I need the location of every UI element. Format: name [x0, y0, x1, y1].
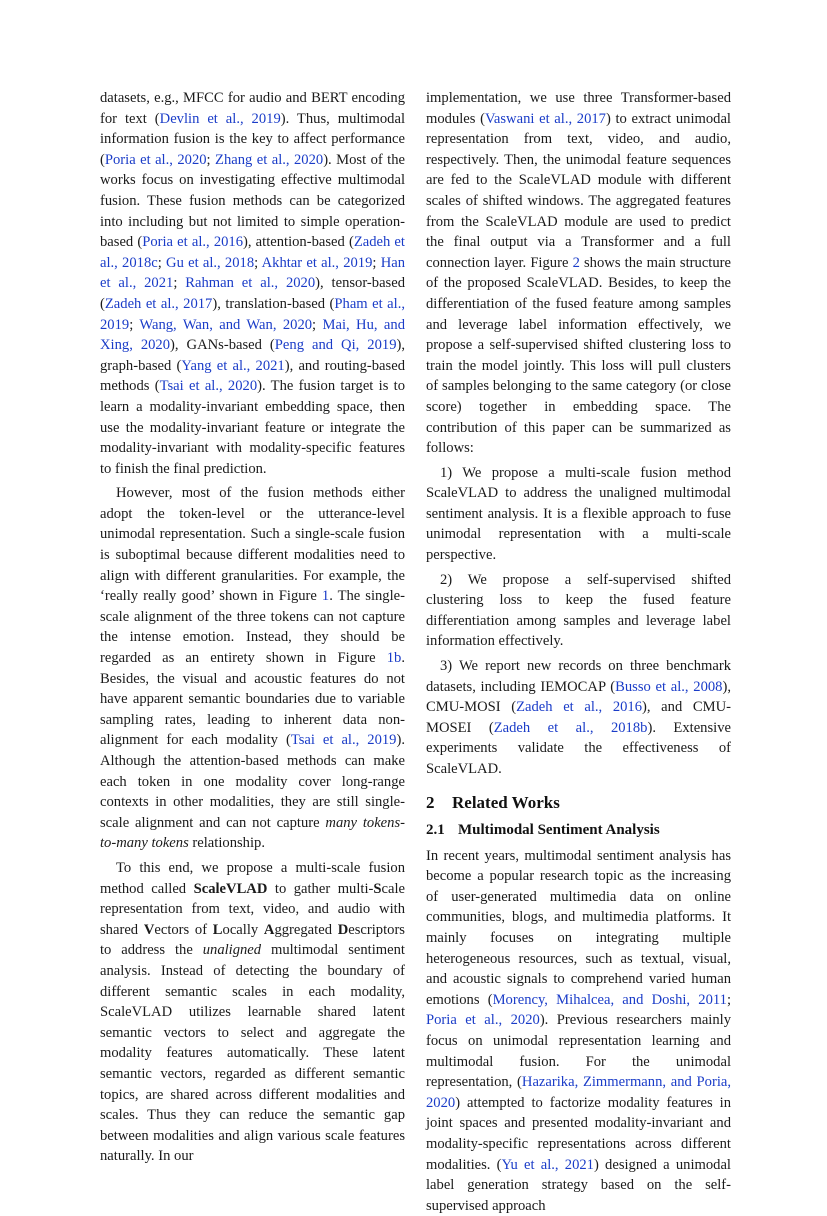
section-title: Related Works: [452, 792, 560, 812]
figure-link[interactable]: 2: [572, 254, 580, 271]
citation-link[interactable]: Poria et al., 2020: [104, 151, 207, 168]
citation-link[interactable]: Wang, Wan, and Wan, 2020: [139, 316, 313, 333]
paragraph-related-works: In recent years, multimodal sentiment analysis has become a popular research topic as the increasing of user-generated multimedia data on online communities, blogs, and multimedia platforms. It mainly focuses on integrating multiple heterogeneous resources, such as textual, visual, and acoustic signals to comprehend varied human emotions (Morency, Mihalcea, and Doshi, 2011; Poria et al., 2020). Previous researchers mainly focus on unimodal representation learning and multimodal fusion. For the unimodal representation, (Hazarika, Zimmermann, and Poria, 2020) attempted to factorize modality features in joint spaces and presented modality-invariant and modality-specific representations across different modalities. (Yu et al., 2021) designed a unimodal label generation strategy based on the self-supervised approach: [426, 847, 731, 1214]
method-name: ScaleVLAD: [193, 880, 268, 897]
citation-link[interactable]: Zadeh et al., 2018b: [493, 719, 648, 736]
emphasis: unaligned: [202, 942, 262, 959]
citation-link[interactable]: Pham et al., 2019: [100, 295, 405, 333]
paragraph-scalevlad-intro: To this end, we propose a multi-scale fusion method called ScaleVLAD to gather multi-Scale representation from text, video, and audio with shared Vectors of Locally Aggregated Descriptors to address the unaligned multimodal sentiment analysis. Instead of detecting the boundary of different semantic scales in each modality, ScaleVLAD utilizes learnable shared latent semantic vectors to select and aggregate the modality features automatically. These latent semantic vectors, regarded as different semantic topics, are shared across different modalities and scales. Thus they can reduce the semantic gap between modalities and align various scale features naturally. In our: [100, 859, 405, 1165]
citation-link[interactable]: Peng and Qi, 2019: [274, 337, 397, 354]
emphasis: many tokens-to-many tokens: [100, 814, 405, 852]
subsection-number: 2.1: [426, 821, 445, 838]
paragraph-single-scale: However, most of the fusion methods either adopt the token-level or the utterance-level unimodal representation. Such a single-scale fusion is suboptimal because different modalities need to align with different granularities. For example, the ‘really really good’ shown in Figure 1. The single-scale alignment of the three tokens can not capture the intense emotion. Instead, they should be regarded as an entirety shown in Figure 1b. Besides, the visual and acoustic features do not have apparent semantic boundaries due to variable sampling rates, leading to inherent data non-alignment for each modality (Tsai et al., 2019). Although the attention-based methods can make each token in one modality cover long-range contexts in other modalities, they are still single-scale alignment and can not capture many tokens-to-many tokens relationship.: [100, 485, 405, 852]
citation-link[interactable]: Poria et al., 2016: [142, 234, 244, 251]
contribution-item-3: 3) We report new records on three benchmark datasets, including IEMOCAP (Busso et al., 2008), CMU-MOSI (Zadeh et al., 2016), and CMU-MOSEI (Zadeh et al., 2018b). Extensive experiments validate the effectiveness of ScaleVLAD.: [426, 658, 731, 777]
citation-link[interactable]: Zadeh et al., 2017: [104, 295, 213, 312]
section-number: 2: [426, 792, 435, 812]
citation-link[interactable]: Akhtar et al., 2019: [261, 254, 373, 271]
citation-link[interactable]: Vaswani et al., 2017: [484, 110, 606, 127]
citation-link[interactable]: Devlin et al., 2019: [159, 110, 281, 127]
section-heading: [426, 792, 731, 814]
citation-link[interactable]: Zhang et al., 2020: [215, 151, 324, 168]
citation-link[interactable]: Poria et al., 2020: [426, 1012, 540, 1029]
citation-link[interactable]: Hazarika, Zimmermann, and Poria, 2020: [426, 1074, 731, 1111]
citation-link[interactable]: Yu et al., 2021: [501, 1156, 594, 1173]
citation-link[interactable]: Tsai et al., 2019: [290, 732, 397, 749]
citation-link[interactable]: Morency, Mihalcea, and Doshi, 2011: [492, 991, 727, 1008]
citation-link[interactable]: Busso et al., 2008: [615, 678, 723, 695]
figure-link[interactable]: 1: [321, 588, 330, 605]
left-column: [100, 88, 405, 1167]
paragraph-fusion-methods: datasets, e.g., MFCC for audio and BERT encoding for text (Devlin et al., 2019). Thus, multimodal information fusion is the key to affect performance (Poria et al., 2020; Zhang et al., 2020). Most of the works focus on investigating effective multimodal fusion. These fusion methods can be categorized into including but not limited to simple operation-based (Poria et al., 2016), attention-based (Zadeh et al., 2018c; Gu et al., 2018; Akhtar et al., 2019; Han et al., 2021; Rahman et al., 2020), tensor-based (Zadeh et al., 2017), translation-based (Pham et al., 2019; Wang, Wan, and Wan, 2020; Mai, Hu, and Xing, 2020), GANs-based (Peng and Qi, 2019), graph-based (Yang et al., 2021), and routing-based methods (Tsai et al., 2020). The fusion target is to learn a modality-invariant embedding space, then use the modality-invariant feature or integrate the modality-invariant with modality-specific features to finish the final prediction.: [100, 90, 406, 477]
figure-link[interactable]: 1b: [386, 650, 402, 667]
citation-link[interactable]: Yang et al., 2021: [181, 357, 285, 374]
contribution-item-1: 1) We propose a multi-scale fusion method ScaleVLAD to address the unaligned multimodal sentiment analysis. It is a flexible approach to fuse unimodal representation with a multi-scale perspective.: [426, 464, 731, 564]
citation-link[interactable]: Zadeh et al., 2018c: [100, 234, 405, 271]
citation-link[interactable]: Tsai et al., 2020: [159, 378, 258, 395]
citation-link[interactable]: Mai, Hu, and Xing, 2020: [100, 316, 405, 354]
citation-link[interactable]: Zadeh et al., 2016: [516, 699, 643, 716]
citation-link[interactable]: Han et al., 2021: [100, 254, 406, 292]
contribution-item-2: 2) We propose a self-supervised shifted clustering loss to keep the fused feature differentiation among samples and leverage label information effectively.: [426, 571, 731, 650]
subsection-heading: [426, 820, 731, 840]
citation-link[interactable]: Gu et al., 2018: [166, 254, 255, 271]
paragraph-implementation: implementation, we use three Transformer-based modules (Vaswani et al., 2017) to extract unimodal representation from text, video, and audio, respectively. Then, the unimodal feature sequences are fed to the ScaleVLAD module with different scales of shifted windows. The aggregated features from the ScaleVLAD module are used to predict the final output via a Transformer and a full connection layer. Figure 2 shows the main structure of the proposed ScaleVLAD. Besides, to keep the differentiation of the fused feature among samples and leverage label information effectively, we propose a self-supervised shifted clustering loss to train the model jointly. This loss will pull clusters of samples belonging to the same category (or close score) together in embedding space. The contribution of this paper can be summarized as follows:: [426, 90, 731, 457]
right-column: [426, 88, 731, 1216]
subsection-title: Multimodal Sentiment Analysis: [458, 821, 660, 838]
citation-link[interactable]: Rahman et al., 2020: [185, 275, 316, 292]
